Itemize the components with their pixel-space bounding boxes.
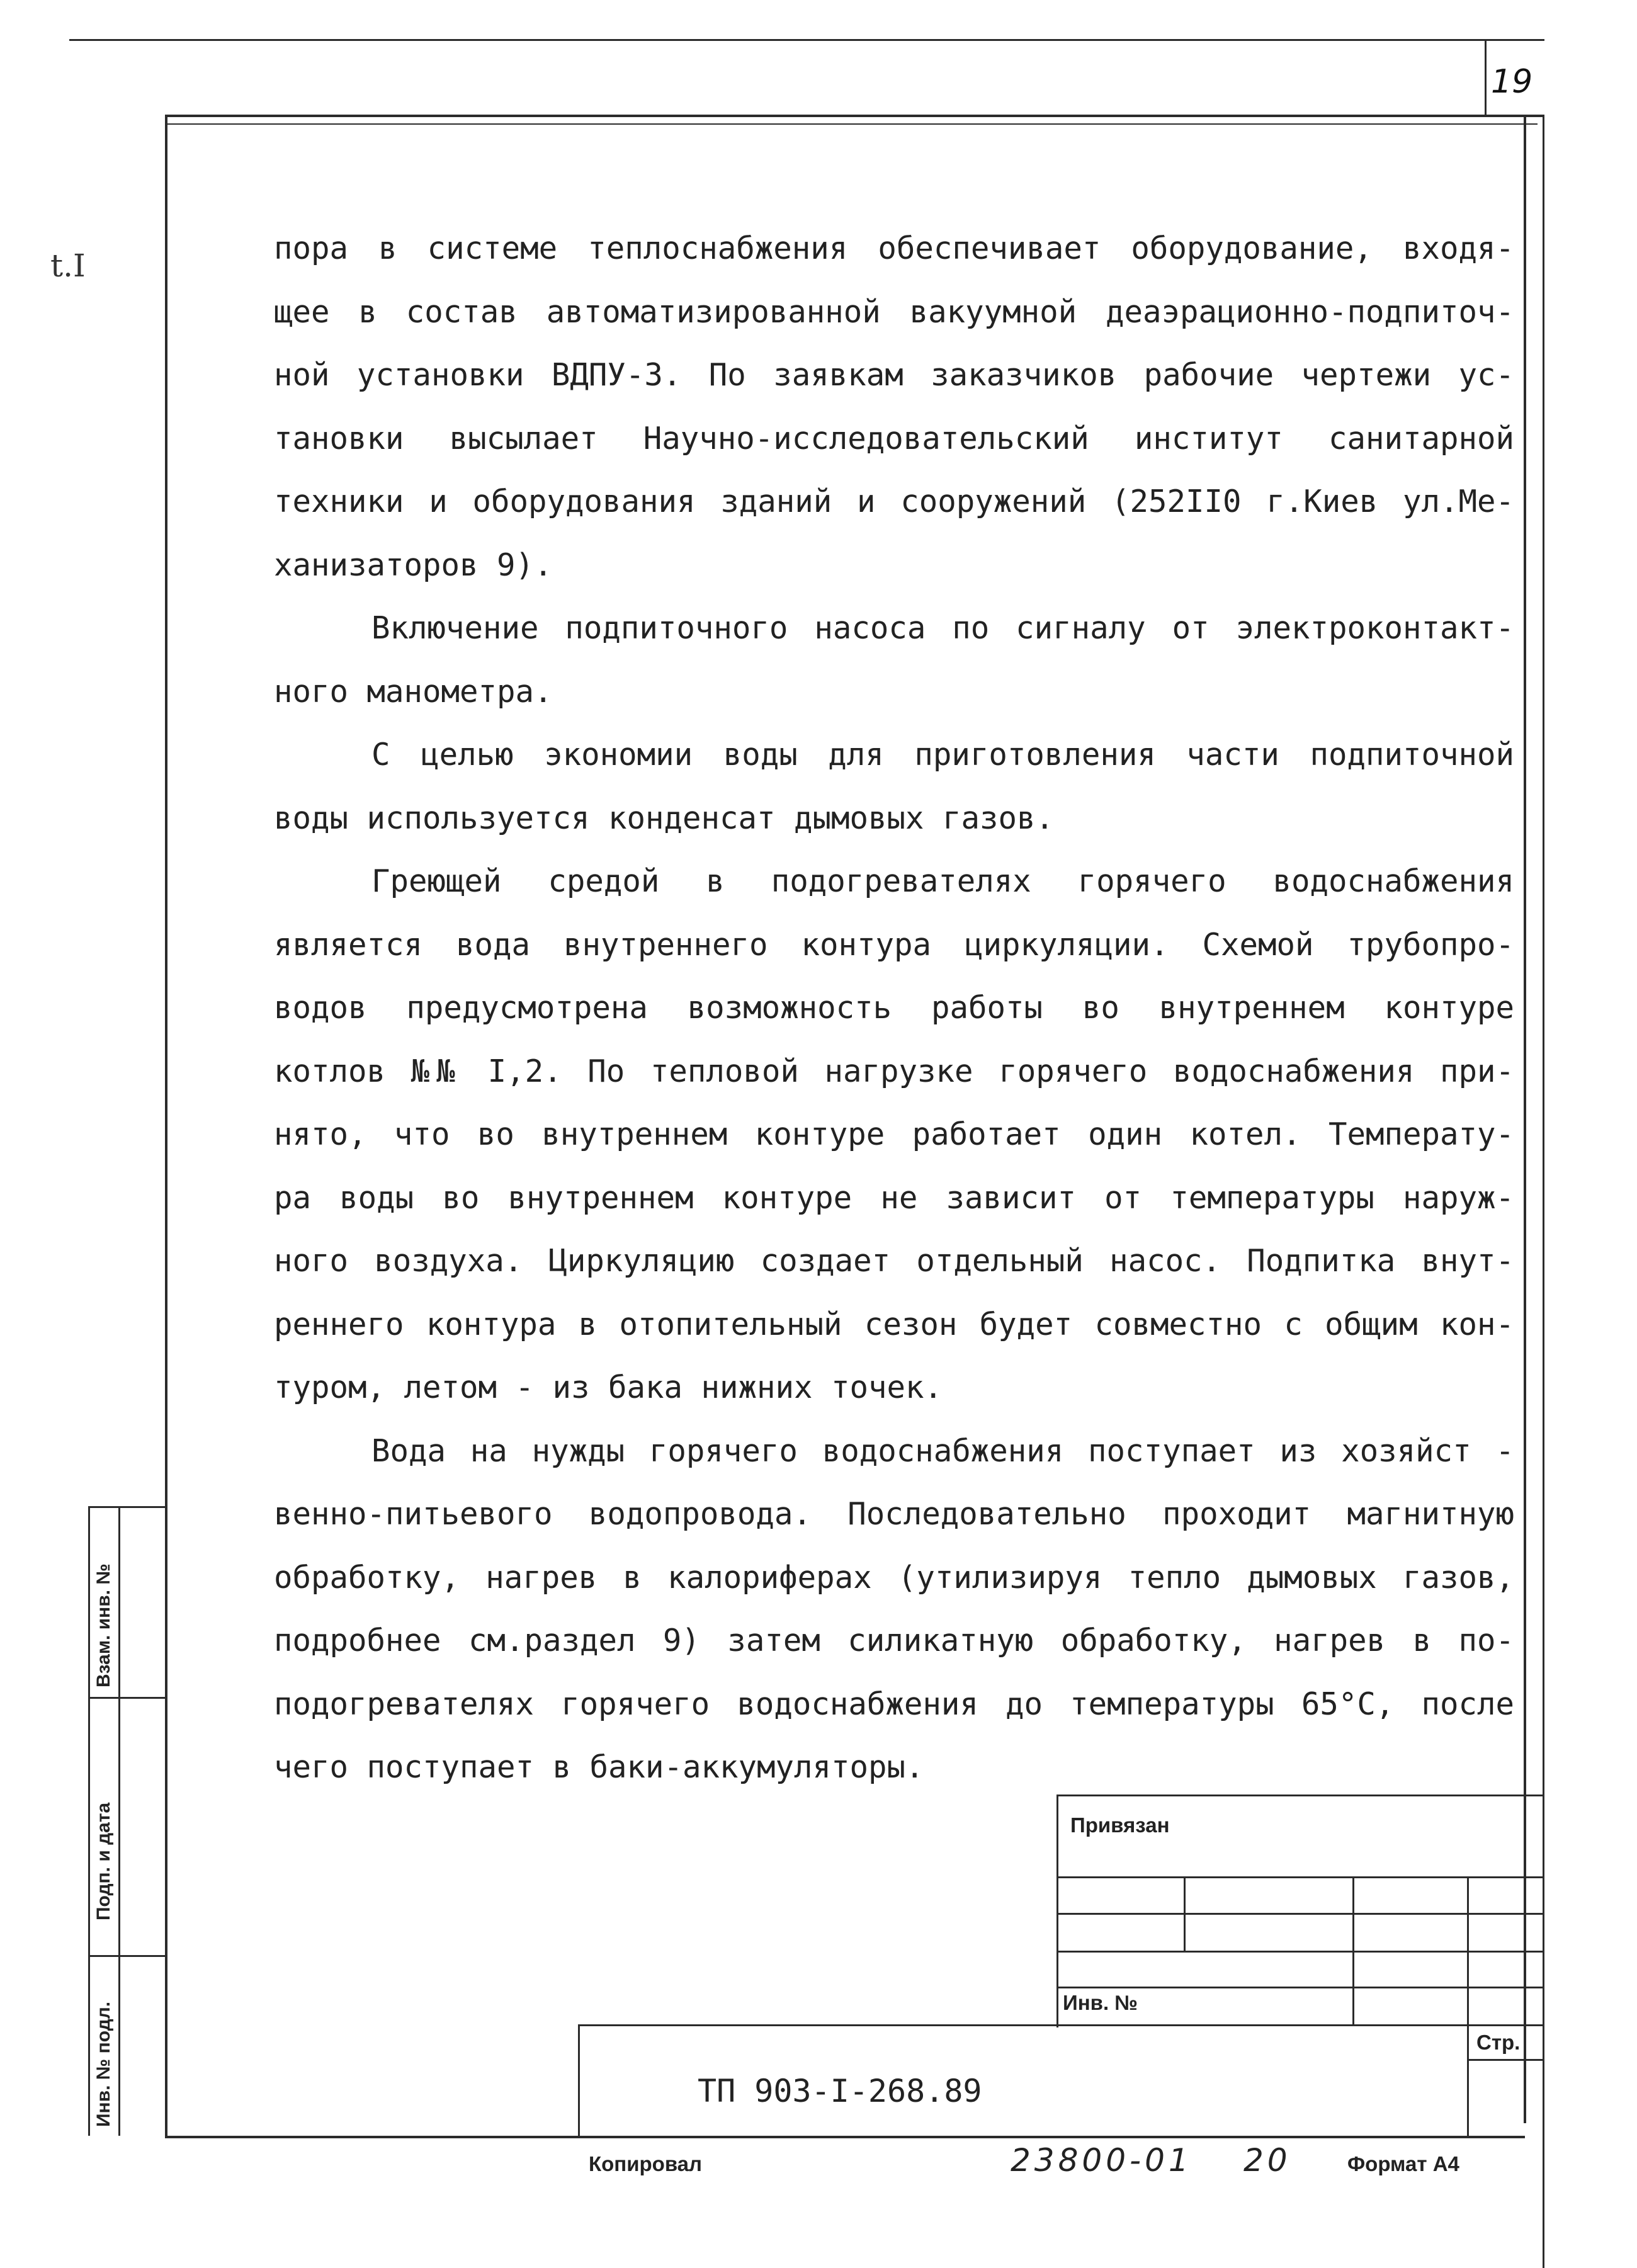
- tb-row-4: [1056, 1987, 1543, 1988]
- sheet-number: 20: [1243, 2142, 1291, 2179]
- str-label: Стр.: [1476, 2031, 1521, 2054]
- text-line: Включение подпиточного насоса по сигналу от электроконтакт-: [371, 610, 1514, 646]
- tb-top: [1056, 1795, 1543, 1796]
- frame-bottom: [165, 2136, 1525, 2138]
- text-line: нято, что во внутреннем контуре работает один котел. Температу-: [274, 1116, 1514, 1152]
- text-line: венно-питьевого водопровода. Последовательно проходит магнитную: [274, 1496, 1514, 1532]
- text-line: является вода внутреннего контура циркуляции. Схемой трубопро-: [274, 926, 1514, 963]
- text-line: котлов №№ I,2. По тепловой нагрузке горячего водоснабжения при-: [274, 1053, 1514, 1089]
- frame-left: [165, 115, 167, 2136]
- tb-row-3: [1056, 1951, 1543, 1953]
- text-line: воды используется конденсат дымовых газов.: [274, 800, 1055, 836]
- inv-no-label: Инв. №: [1063, 1991, 1138, 2014]
- document-code: ТП 903-I-268.89: [698, 2073, 982, 2109]
- text-line: щее в состав автоматизированной вакуумной деаэрационно-подпиточ-: [274, 293, 1514, 330]
- tb-main-left: [578, 2024, 580, 2138]
- tb-row-1: [1056, 1876, 1543, 1878]
- order-number: 23800-01: [1011, 2142, 1192, 2179]
- kopiroval-label: Копировал: [589, 2152, 703, 2175]
- text-line: Вода на нужды горячего водоснабжения поступает из хозяйст -: [371, 1432, 1514, 1469]
- side-label-vzam-inv: Взам. инв. №: [93, 1563, 114, 1687]
- margin-mark: t.I: [50, 247, 86, 284]
- side-stamp-div-1: [88, 1697, 167, 1699]
- text-line: подогревателях горячего водоснабжения до температуры 65°С, после: [274, 1686, 1514, 1722]
- side-stamp-div-2: [88, 1955, 167, 1957]
- text-line: подробнее см.раздел 9) затем силикатную обработку, нагрев в по-: [274, 1623, 1514, 1658]
- tb-col-3: [1467, 1876, 1469, 2138]
- tb-row-2: [1056, 1913, 1543, 1915]
- text-line: пора в системе теплоснабжения обеспечивает оборудование, входя-: [274, 230, 1514, 266]
- text-line: ного манометра.: [274, 673, 553, 710]
- tb-col-2: [1352, 1876, 1354, 2026]
- frame-right-outer: [1543, 115, 1544, 2268]
- frame-top-inner: [165, 123, 1538, 125]
- text-line: ханизаторов 9).: [274, 547, 553, 583]
- text-line: обработку, нагрев в калориферах (утилизируя тепло дымовых газов,: [274, 1559, 1514, 1596]
- text-line: тановки высылает Научно-исследовательский институт санитарной: [274, 420, 1514, 456]
- frame-top: [165, 115, 1544, 117]
- side-stamp-top: [88, 1506, 167, 1508]
- frame-right: [1524, 115, 1526, 2123]
- text-line: туром, летом - из бака нижних точек.: [274, 1369, 943, 1405]
- text-line: С целью экономии воды для приготовления части подпиточной: [371, 737, 1514, 773]
- text-line: ра воды во внутреннем контуре не зависит от температуры наруж-: [274, 1179, 1514, 1216]
- text-line: Греющей средой в подогревателях горячего водоснабжения: [371, 863, 1514, 899]
- text-line: реннего контура в отопительный сезон будет совместно с общим кон-: [274, 1306, 1514, 1342]
- privyazan-label: Привязан: [1070, 1813, 1170, 1837]
- text-line: водов предусмотрена возможность работы во внутреннем контуре: [274, 990, 1514, 1026]
- tb-left: [1056, 1795, 1058, 2027]
- tb-main-top: [578, 2024, 1543, 2026]
- side-label-podp-data: Подп. и дата: [93, 1802, 114, 1920]
- text-line: техники и оборудования зданий и сооружений (252II0 г.Киев ул.Ме-: [274, 484, 1514, 519]
- side-label-inv-podl: Инв. № подл.: [93, 2001, 114, 2127]
- page-number: 19: [1491, 63, 1533, 101]
- format-label: Формат А4: [1347, 2152, 1459, 2175]
- top-rule: [69, 39, 1544, 41]
- text-line: чего поступает в баки-аккумуляторы.: [274, 1749, 924, 1785]
- text-line: ного воздуха. Циркуляцию создает отдельный насос. Подпитка внут-: [274, 1243, 1514, 1279]
- text-line: ной установки ВДПУ-3. По заявкам заказчиков рабочие чертежи ус-: [274, 357, 1514, 393]
- body-text: [274, 217, 1514, 1800]
- page-number-box-left: [1485, 39, 1487, 115]
- side-stamp-outer: [88, 1506, 90, 2136]
- side-stamp-inner: [118, 1506, 120, 2136]
- tb-str-bottom: [1467, 2059, 1543, 2061]
- tb-col-1: [1184, 1876, 1186, 1952]
